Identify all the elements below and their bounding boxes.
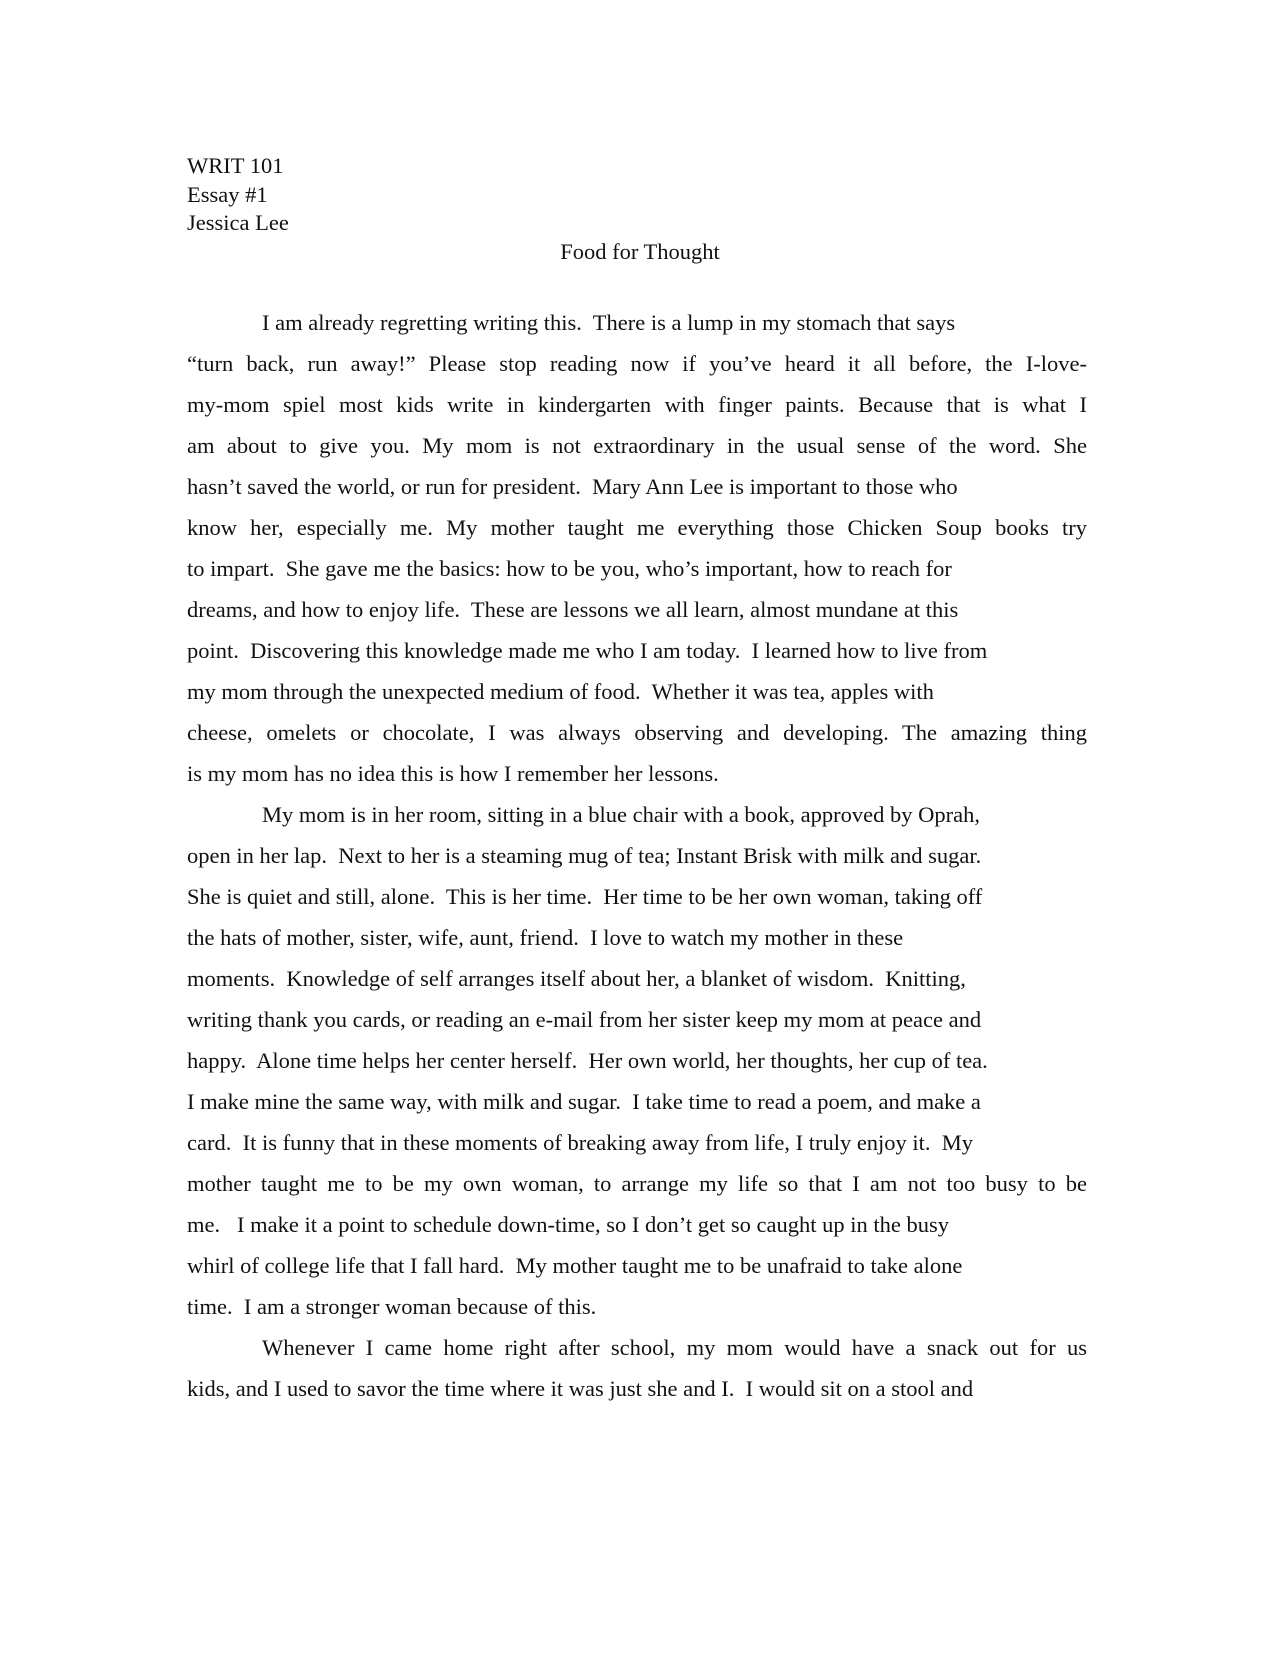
body-line: Whenever I came home right after school, my mom would have a snack out for us	[262, 1335, 1087, 1360]
body-line: dreams, and how to enjoy life. These are lessons we all learn, almost mundane at this	[187, 597, 959, 622]
body-line: am about to give you. My mom is not extraordinary in the usual sense of the word. She	[187, 433, 1087, 458]
body-line: mother taught me to be my own woman, to arrange my life so that I am not too busy to be	[187, 1171, 1087, 1196]
essay-title: Food for Thought	[560, 239, 720, 264]
body-line: open in her lap. Next to her is a steaming mug of tea; Instant Brisk with milk and sugar.	[187, 843, 982, 868]
body-line: cheese, omelets or chocolate, I was always observing and developing. The amazing thing	[187, 720, 1087, 745]
body-line: I am already regretting writing this. There is a lump in my stomach that says	[262, 310, 956, 335]
body-line: happy. Alone time helps her center herself. Her own world, her thoughts, her cup of tea.	[187, 1048, 988, 1073]
body-line: to impart. She gave me the basics: how to be you, who’s important, how to reach for	[187, 556, 952, 581]
body-line: My mom is in her room, sitting in a blue chair with a book, approved by Oprah,	[262, 802, 981, 827]
body-line: me. I make it a point to schedule down-time, so I don’t get so caught up in the busy	[187, 1212, 949, 1237]
body-line: moments. Knowledge of self arranges itself about her, a blanket of wisdom. Knitting,	[187, 966, 966, 991]
body-line: my-mom spiel most kids write in kindergarten with finger paints. Because that is what I	[187, 392, 1087, 417]
essay-header	[187, 152, 289, 238]
body-line: time. I am a stronger woman because of this.	[187, 1294, 597, 1319]
body-line: hasn’t saved the world, or run for president. Mary Ann Lee is important to those who	[187, 474, 958, 499]
body-line: writing thank you cards, or reading an e-mail from her sister keep my mom at peace and	[187, 1007, 982, 1032]
body-line: point. Discovering this knowledge made me who I am today. I learned how to live from	[187, 638, 988, 663]
body-line: the hats of mother, sister, wife, aunt, friend. I love to watch my mother in these	[187, 925, 904, 950]
body-line: card. It is funny that in these moments of breaking away from life, I truly enjoy it. My	[187, 1130, 974, 1155]
author-name: Jessica Lee	[187, 210, 289, 235]
body-line: “turn back, run away!” Please stop reading now if you’ve heard it all before, the I-love-	[187, 351, 1087, 376]
body-line: know her, especially me. My mother taught me everything those Chicken Soup books try	[187, 515, 1087, 540]
course-label: WRIT 101	[187, 153, 284, 178]
body-line: She is quiet and still, alone. This is her time. Her time to be her own woman, taking off	[187, 884, 983, 909]
body-line: kids, and I used to savor the time where it was just she and I. I would sit on a stool and	[187, 1376, 974, 1401]
body-line: my mom through the unexpected medium of food. Whether it was tea, apples with	[187, 679, 934, 704]
body-line: whirl of college life that I fall hard. My mother taught me to be unafraid to take alone	[187, 1253, 963, 1278]
essay-label: Essay #1	[187, 181, 268, 207]
body-line: is my mom has no idea this is how I remember her lessons.	[187, 761, 719, 786]
body-line: I make mine the same way, with milk and sugar. I take time to read a poem, and make a	[187, 1089, 981, 1114]
